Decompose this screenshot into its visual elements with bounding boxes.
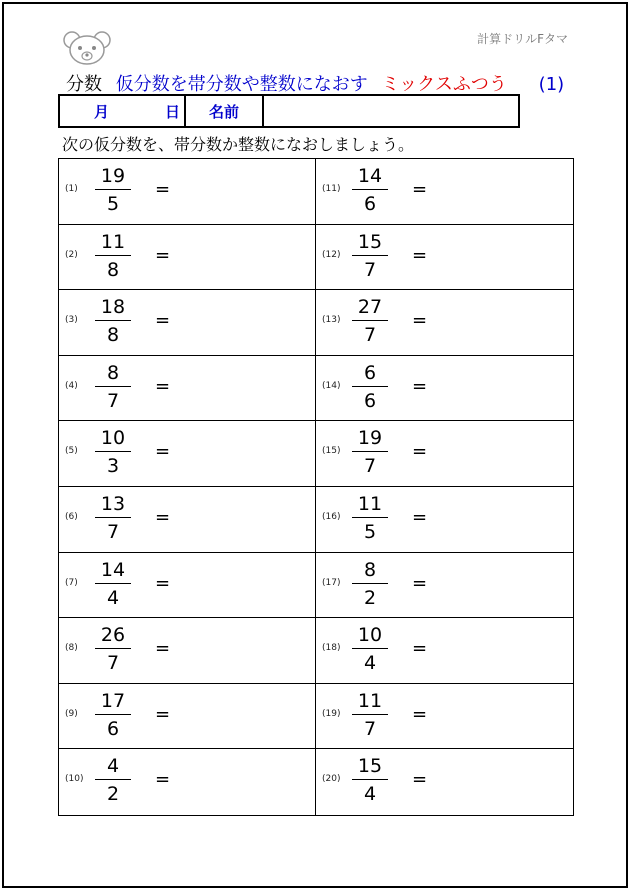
problem-cell[interactable] [316,749,573,815]
equals-sign: = [412,244,428,266]
fraction-bar [95,517,131,518]
problem-cell[interactable] [316,225,573,291]
denominator: 4 [363,652,377,675]
numerator: 14 [357,165,383,187]
problem-grid [58,158,574,816]
date-field[interactable] [60,96,186,126]
fraction [352,231,388,281]
problem-cell[interactable] [316,684,573,750]
numerator: 19 [357,427,383,450]
denominator: 2 [106,783,120,806]
fraction-bar [95,189,131,190]
problem-cell[interactable] [316,290,573,356]
bear-logo-icon [62,28,112,68]
problem-cell[interactable] [59,225,316,291]
problem-number: (7) [65,577,78,588]
numerator: 11 [357,689,383,712]
fraction-bar [352,451,388,452]
fraction [95,165,131,215]
month-label: 月 [93,102,109,121]
fraction-bar [95,648,131,649]
fraction-bar [352,517,388,518]
denominator: 4 [106,586,120,609]
denominator: 8 [106,324,120,347]
equals-sign: = [412,441,428,463]
name-field[interactable] [264,96,518,126]
problem-number: (15) [322,446,341,457]
equals-sign: = [155,179,171,200]
fraction [352,690,388,740]
numerator: 10 [100,427,126,450]
equals-sign: = [412,375,428,397]
numerator: 11 [100,230,126,253]
fraction [95,493,131,543]
fraction [95,624,131,674]
denominator: 7 [363,324,377,347]
denominator: 4 [363,783,377,806]
fraction [352,362,388,412]
problem-number: (3) [65,315,78,326]
problem-number: (13) [322,315,341,326]
problem-number: (2) [65,249,78,260]
fraction-bar [352,386,388,387]
denominator: 7 [106,389,120,412]
fraction-bar [95,320,131,321]
equals-sign: = [155,441,171,463]
problem-cell[interactable] [59,553,316,619]
numerator: 10 [357,624,383,647]
numerator: 26 [100,624,126,647]
equals-sign: = [155,572,171,594]
denominator: 6 [363,193,377,215]
problem-cell[interactable] [316,618,573,684]
numerator: 8 [363,558,377,581]
problem-cell[interactable] [59,487,316,553]
problem-cell[interactable] [59,356,316,422]
denominator: 6 [106,717,120,740]
fraction [352,427,388,477]
equals-sign: = [412,638,428,660]
numerator: 18 [100,296,126,319]
problem-number: (18) [322,643,341,654]
numerator: 15 [357,230,383,253]
problem-number: (17) [322,577,341,588]
problem-number: (8) [65,643,78,654]
equals-sign: = [155,375,171,397]
equals-sign: = [412,179,428,200]
problem-cell[interactable] [59,618,316,684]
equals-sign: = [155,769,171,791]
denominator: 7 [106,652,120,675]
equals-sign: = [155,506,171,528]
equals-sign: = [412,572,428,594]
worksheet-title [66,70,564,96]
equals-sign: = [155,244,171,266]
name-date-box [58,94,520,128]
problem-number: (10) [65,774,84,785]
denominator: 7 [363,455,377,478]
numerator: 8 [106,361,120,384]
equals-sign: = [412,703,428,725]
problem-cell[interactable] [59,290,316,356]
instruction-text: 次の仮分数を、帯分数か整数になおしましょう。 [62,135,415,154]
denominator: 7 [363,258,377,281]
fraction [95,296,131,346]
title-level: ミックスふつう [381,74,507,95]
numerator: 11 [357,492,383,515]
equals-sign: = [412,310,428,332]
problem-number: (4) [65,380,78,391]
problem-cell[interactable] [59,684,316,750]
fraction-bar [352,714,388,715]
problem-number: (9) [65,708,78,719]
fraction-bar [95,255,131,256]
fraction [95,690,131,740]
fraction [352,624,388,674]
problem-cell[interactable] [316,487,573,553]
denominator: 6 [363,389,377,412]
equals-sign: = [155,638,171,660]
problem-cell[interactable] [59,421,316,487]
fraction [95,755,131,805]
fraction-bar [352,320,388,321]
fraction-bar [95,779,131,780]
fraction [95,362,131,412]
problem-number: (5) [65,446,78,457]
problem-number: (16) [322,511,341,522]
fraction [352,296,388,346]
fraction-bar [95,714,131,715]
problem-cell[interactable] [59,749,316,815]
numerator: 14 [100,558,126,581]
denominator: 5 [363,520,377,543]
numerator: 4 [106,755,120,778]
fraction-bar [352,255,388,256]
fraction [352,755,388,805]
problem-number: (12) [322,249,341,260]
numerator: 19 [100,165,126,187]
denominator: 2 [363,586,377,609]
problem-cell[interactable] [316,553,573,619]
fraction [352,559,388,609]
problem-number: (1) [65,184,78,194]
fraction-bar [352,583,388,584]
equals-sign: = [155,703,171,725]
denominator: 3 [106,455,120,478]
fraction-bar [95,451,131,452]
denominator: 7 [106,520,120,543]
equals-sign: = [412,506,428,528]
problem-number: (6) [65,511,78,522]
fraction [95,231,131,281]
denominator: 5 [106,193,120,215]
denominator: 7 [363,717,377,740]
day-label: 日 [164,102,180,121]
problem-number: (11) [322,184,341,194]
fraction-bar [95,583,131,584]
numerator: 15 [357,755,383,778]
numerator: 6 [363,361,377,384]
numerator: 17 [100,689,126,712]
fraction [352,165,388,215]
fraction-bar [352,779,388,780]
fraction [95,559,131,609]
fraction-bar [352,189,388,190]
fraction [95,427,131,477]
denominator: 8 [106,258,120,281]
numerator: 13 [100,492,126,515]
problem-number: (20) [322,774,341,785]
equals-sign: = [412,769,428,791]
problem-cell[interactable] [59,159,316,225]
title-number: (1) [538,74,565,95]
brand-name: 計算ドリルFタマ [477,32,568,46]
problem-cell[interactable] [316,421,573,487]
problem-cell[interactable] [316,159,573,225]
name-label: 名前 [186,96,264,126]
numerator: 27 [357,296,383,319]
equals-sign: = [155,310,171,332]
fraction [352,493,388,543]
title-category: 分数 [66,74,102,95]
fraction-bar [352,648,388,649]
problem-cell[interactable] [316,356,573,422]
problem-number: (14) [322,380,341,391]
problem-number: (19) [322,708,341,719]
title-main: 仮分数を帯分数や整数になおす [115,74,368,95]
fraction-bar [95,386,131,387]
